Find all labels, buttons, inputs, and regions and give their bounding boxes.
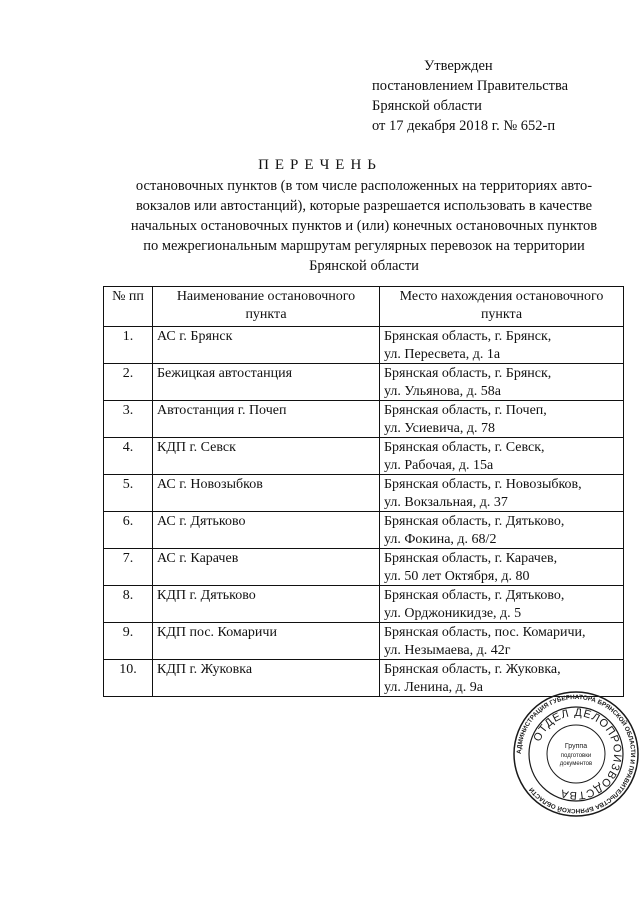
subtitle-line: по межрегиональным маршрутам регулярных перевозок на территории	[143, 238, 585, 254]
header-name-line: Наименование остановочного	[176, 289, 356, 304]
row-num: 7.	[104, 549, 153, 586]
stamp-dept-path: ОТДЕЛ ДЕЛОПРОИЗВОДСТВА	[531, 706, 624, 802]
row-location	[380, 401, 624, 438]
header-place-line: пункта	[480, 306, 523, 322]
row-location	[380, 364, 624, 401]
stamp-inner-line: Группа	[564, 743, 588, 750]
official-stamp	[512, 690, 640, 818]
table-row	[104, 401, 624, 438]
approval-line: Утвержден	[424, 58, 493, 74]
row-location-line: Брянская область, пос. Комаричи,	[384, 625, 586, 640]
row-location-line: ул. Орджоникидзе, д. 5	[384, 605, 522, 621]
approval-block	[372, 56, 568, 136]
subtitle-line: вокзалов или автостанций), которые разрешается использовать в качестве	[135, 198, 593, 214]
row-location	[380, 327, 624, 364]
row-stop-name: КДП г. Дятьково	[153, 586, 380, 623]
row-stop-name: АС г. Дятьково	[153, 512, 380, 549]
row-location-line: Брянская область, г. Дятьково,	[384, 588, 565, 603]
row-stop-name: КДП пос. Комаричи	[153, 623, 380, 660]
row-num: 3.	[104, 401, 153, 438]
row-stop-name: КДП г. Жуковка	[153, 660, 380, 697]
row-location-line: ул. Пересвета, д. 1а	[384, 346, 501, 362]
row-location-line: Брянская область, г. Дятьково,	[384, 514, 565, 529]
row-location-line: Брянская область, г. Жуковка,	[384, 662, 561, 677]
table-row	[104, 623, 624, 660]
subtitle-line: Брянской области	[309, 258, 419, 274]
table-row	[104, 549, 624, 586]
row-location-line: ул. Усиевича, д. 78	[384, 420, 496, 436]
header-name-line: пункта	[245, 306, 287, 322]
stamp-outer-path: АДМИНИСТРАЦИЯ ГУБЕРНАТОРА БРЯНСКОЙ ОБЛАСТИ И ПРАВИТЕЛЬСТВА БРЯНСКОЙ ОБЛАСТИ	[515, 693, 637, 815]
table-row	[104, 438, 624, 475]
row-num: 10.	[104, 660, 153, 697]
row-location-line: Брянская область, г. Брянск,	[384, 366, 552, 381]
table-row	[104, 512, 624, 549]
row-location	[380, 512, 624, 549]
row-location-line: ул. Незымаева, д. 42г	[384, 642, 511, 658]
approval-line: постановлением Правительства	[372, 78, 569, 94]
stamp-inner-line: документов	[559, 761, 593, 767]
row-location	[380, 623, 624, 660]
table-body	[104, 327, 624, 697]
row-location-line: ул. Фокина, д. 68/2	[384, 531, 497, 547]
row-location	[380, 438, 624, 475]
table-row	[104, 475, 624, 512]
row-location	[380, 475, 624, 512]
header-place	[380, 287, 624, 327]
table-header-row	[104, 287, 624, 327]
row-location-line: ул. 50 лет Октября, д. 80	[384, 568, 530, 584]
row-num: 5.	[104, 475, 153, 512]
table-row	[104, 586, 624, 623]
row-num: 6.	[104, 512, 153, 549]
row-location-line: Брянская область, г. Новозыбков,	[384, 477, 582, 492]
row-num: 1.	[104, 327, 153, 364]
row-location	[380, 549, 624, 586]
stops-table	[103, 286, 624, 697]
row-location-line: ул. Рабочая, д. 15а	[384, 457, 494, 473]
row-location-line: Брянская область, г. Брянск,	[384, 329, 552, 344]
approval-line: Брянской области	[372, 98, 482, 114]
row-location-line: ул. Ульянова, д. 58а	[384, 383, 501, 399]
document-title: ПЕРЕЧЕНЬ	[258, 157, 382, 173]
subtitle-line: начальных остановочных пунктов и (или) конечных остановочных пунктов	[130, 218, 598, 234]
row-num: 4.	[104, 438, 153, 475]
header-name	[153, 287, 380, 327]
row-location-line: ул. Ленина, д. 9а	[384, 679, 484, 695]
header-num: № пп	[104, 287, 153, 327]
row-stop-name: Бежицкая автостанция	[153, 364, 380, 401]
stamp-inner-line: подготовки	[560, 753, 592, 759]
table-row	[104, 327, 624, 364]
approval-date-number: от 17 декабря 2018 г. № 652-п	[372, 118, 556, 134]
header-place-line: Место нахождения остановочного	[399, 289, 604, 304]
row-stop-name: АС г. Брянск	[153, 327, 380, 364]
row-stop-name: Автостанция г. Почеп	[153, 401, 380, 438]
row-num: 8.	[104, 586, 153, 623]
row-stop-name: КДП г. Севск	[153, 438, 380, 475]
row-location-line: Брянская область, г. Почеп,	[384, 403, 547, 418]
document-subtitle	[104, 176, 624, 276]
subtitle-line: остановочных пунктов (в том числе расположенных на территориях авто-	[135, 178, 593, 194]
row-location-line: Брянская область, г. Севск,	[384, 440, 545, 455]
row-stop-name: АС г. Новозыбков	[153, 475, 380, 512]
row-location-line: Брянская область, г. Карачев,	[384, 551, 558, 566]
row-location-line: ул. Вокзальная, д. 37	[384, 494, 508, 510]
row-num: 2.	[104, 364, 153, 401]
row-stop-name: АС г. Карачев	[153, 549, 380, 586]
row-location	[380, 586, 624, 623]
row-num: 9.	[104, 623, 153, 660]
table-row	[104, 364, 624, 401]
